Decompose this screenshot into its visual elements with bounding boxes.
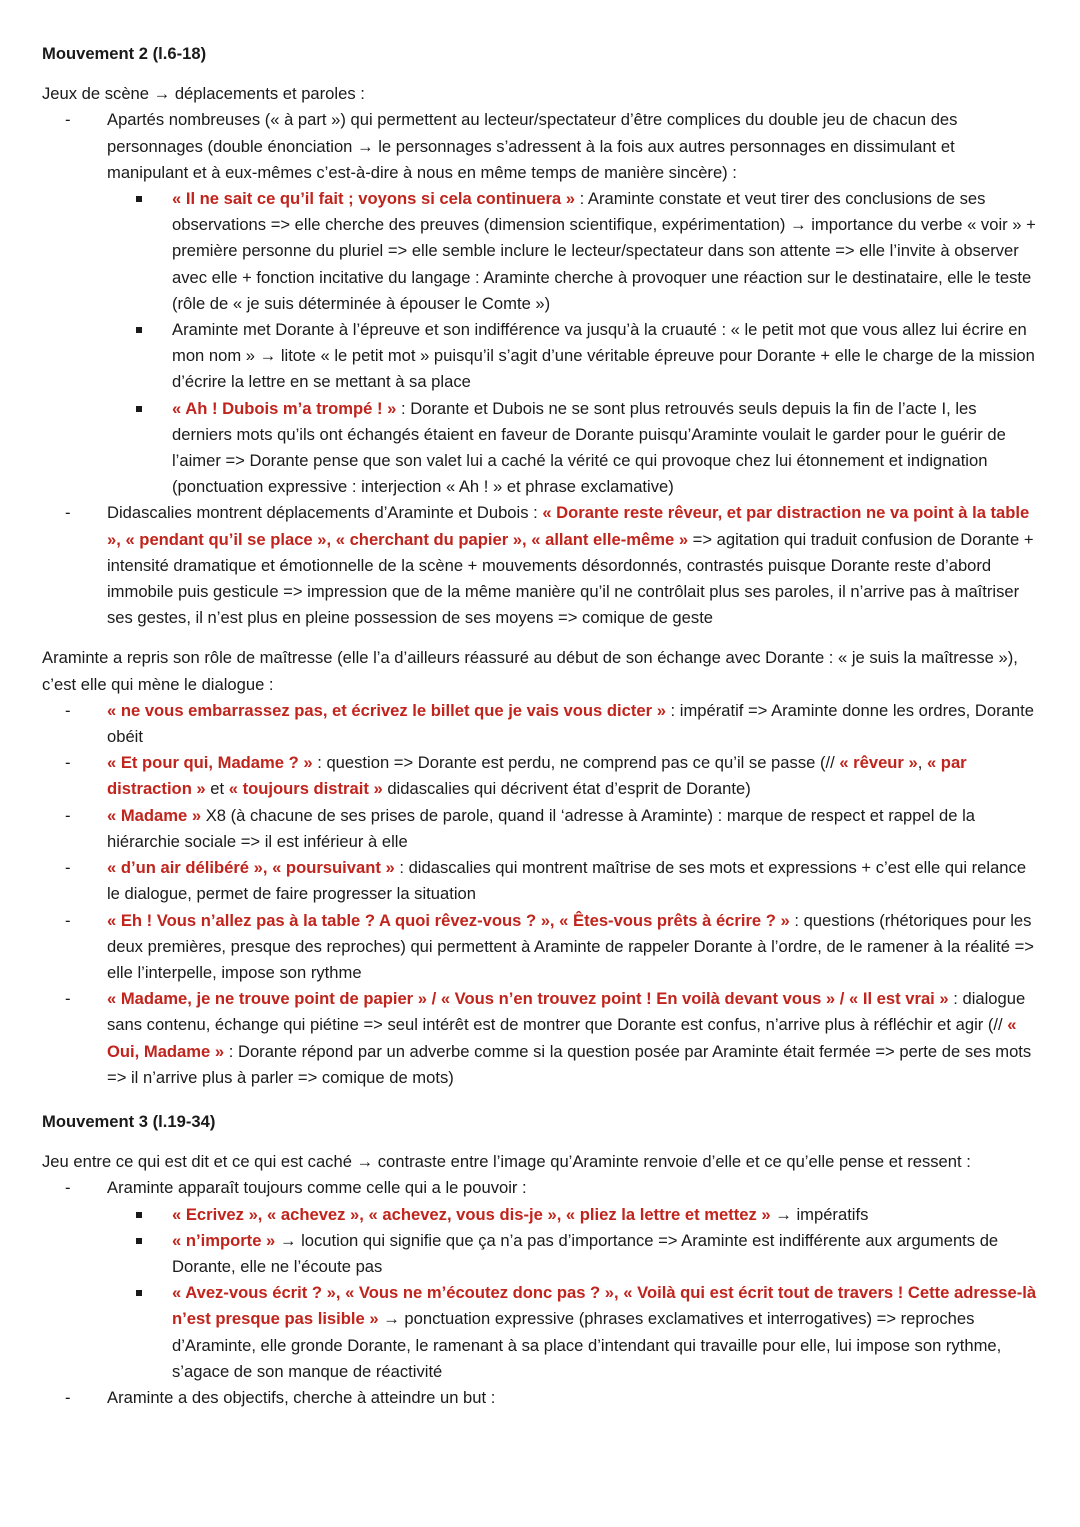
list-item-text: => agitation qui traduit confusion de Dorante + intensité dramatique et émotionnelle de la scène + mouvements désordonnés, contrastés puisque Dorante reste d’abord immobile puis gesticule => impression que de la même manière qu’il ne contrôlait plus ses paroles, il n’arrive pas à maîtriser ses gestes, il n’est plus en pleine possession de ses moyens => comique de geste [107, 529, 1034, 628]
list-item-text: : dialogue sans contenu, échange qui piétine => seul intérêt est de montrer que Dorante est confus, n’arrive plus à réfléchir et agir (// [107, 989, 1026, 1035]
quote: « d’un air délibéré » [107, 858, 263, 878]
bullet-text: : Araminte constate et veut tirer des conclusions de ses observations => elle cherche des preuves (dimension scientifique, expérimentation) → importance du verbe « voir » + première personne du pluriel => elle semble inclure le lecteur/spectateur dans son attente => elle l’invite à observer avec elle + fonction incitative du langage : Araminte cherche à provoquer une réaction sur le destinataire, elle le teste (rôle de « je suis déterminée à épouser le Comte ») [172, 189, 1036, 313]
intro-paragraph: Araminte a repris son rôle de maîtresse (elle l’a d’ailleurs réassuré au début de son échange avec Dorante : « je suis la maîtresse »), c’est elle qui mène le dialogue : [42, 648, 1018, 694]
bullet-item [172, 396, 1040, 501]
bullet-text: → locution qui signifie que ça n’a pas d’importance => Araminte est indifférente aux arguments de Dorante, elle ne l’écoute pas [172, 1230, 999, 1276]
list-item-text: Didascalies montrent déplacements d’Araminte et Dubois : [107, 503, 543, 523]
dash-list [42, 107, 1040, 631]
section-heading-mouvement-3: Mouvement 3 (l.19-34) [42, 1111, 216, 1131]
quote-separator: / [835, 989, 849, 1009]
intro-paragraph: Jeu entre ce qui est dit et ce qui est caché → contraste entre l’image qu’Araminte renvoie d’elle et ce qu’elle pense et ressent : [42, 1152, 971, 1172]
quote: « Eh ! Vous n’allez pas à la table ? A quoi rêvez-vous ? » [107, 910, 550, 930]
quote-separator: / [426, 989, 441, 1009]
bullet-item [172, 317, 1040, 396]
list-item [107, 1175, 1040, 1385]
quote: « Oui, Madame » [107, 1015, 1017, 1061]
quote: « achevez » [267, 1204, 360, 1224]
list-item-text: : impératif => Araminte donne les ordres, Dorante obéit [107, 700, 1034, 747]
quote-separator: , [257, 1204, 268, 1224]
list-item-text: et [205, 779, 229, 799]
quote: « Il ne sait ce qu’il fait ; voyons si cela continuera » [172, 189, 575, 209]
bullet-text: : Dorante et Dubois ne se sont plus retrouvés seuls depuis la fin de l’acte I, les derniers mots qu’ils ont échangés étaient en faveur de Dorante puisqu’Araminte voulait le garder pour le guérir de l’aimer => Dorante pense que son valet lui a caché la vérité ce qui provoque chez lui étonnement et indignation (ponctuation expressive : interjection « Ah ! » et phrase exclamative) [172, 398, 1006, 497]
list-item-text: didascalies qui décrivent état d’esprit de Dorante) [382, 779, 751, 799]
quote-separator: , [116, 529, 126, 549]
quote: « Voilà qui est écrit tout de travers ! Cette adresse-là n’est presque pas lisible » [172, 1283, 1037, 1329]
list-item-text: : questions (rhétoriques pour les deux premières, presque des reproches) qui permettent à Araminte de rappeler Dorante à l’ordre, de le ramener à la réalité => elle l’interpelle, impose son rythme [107, 910, 1034, 982]
list-item-text: : Dorante répond par un adverbe comme si la question posée par Araminte était fermée => perte de ses mots => il n’arrive plus à parler => comique de mots) [107, 1041, 1032, 1087]
list-item-text: Apartés nombreuses (« à part ») qui permettent au lecteur/spectateur d’être complices du double jeu de chacun des personnages (double énonciation → le personnages s’adressent à la fois aux autres personnages en dissimulant et manipulant et à eux-mêmes c’est-à-dire à nous en même temps de manière sincère) : [107, 110, 958, 182]
section-heading-mouvement-2: Mouvement 2 (l.6-18) [42, 44, 207, 63]
list-item [107, 986, 1040, 1091]
list-item [107, 855, 1040, 907]
quote: « toujours distrait » [228, 779, 383, 799]
list-item-text: Araminte apparaît toujours comme celle qui a le pouvoir : [107, 1178, 527, 1198]
bullet-item [172, 1280, 1040, 1385]
list-item [107, 1385, 1040, 1411]
list-item-text: : question => Dorante est perdu, ne comprend pas ce qu’il se passe (// [312, 753, 840, 773]
bullet-text: → impératifs [770, 1204, 869, 1224]
quote: « n’importe » [172, 1230, 276, 1250]
quote: « par distraction » [107, 753, 967, 799]
quote: « Ah ! Dubois m’a trompé ! » [172, 398, 397, 418]
quote: « allant elle-même » [531, 529, 689, 549]
dash-list [42, 698, 1040, 1091]
quote: « Madame » [107, 805, 202, 825]
quote: « achevez, vous dis-je » [368, 1204, 557, 1224]
bullet-item [172, 186, 1040, 317]
quote-separator: , [549, 910, 560, 930]
quote: « Avez-vous écrit ? » [172, 1283, 336, 1303]
intro-paragraph: Jeux de scène → déplacements et paroles : [42, 84, 365, 104]
quote: « Dorante reste rêveur, et par distraction ne va point à la table » [107, 503, 1030, 549]
list-item-text: : didascalies qui montrent maîtrise de ses mots et expressions + c’est elle qui relance le dialogue, permet de faire progresser la situation [107, 858, 1027, 904]
quote: « rêveur » [839, 753, 918, 773]
quote-separator: , [614, 1283, 624, 1303]
quote: « Vous ne m’écoutez donc pas ? » [345, 1283, 615, 1303]
bullet-item [172, 1202, 1040, 1228]
bullet-list [107, 186, 1040, 500]
bullet-list [107, 1202, 1040, 1385]
list-item [107, 750, 1040, 802]
list-item-text: Araminte a des objectifs, cherche à atteindre un but : [107, 1387, 496, 1407]
quote-separator: , [522, 529, 532, 549]
quote: « Madame, je ne trouve point de papier » [107, 989, 427, 1009]
dash-list [42, 1175, 1040, 1411]
list-item-text: X8 (à chacune de ses prises de parole, quand il ‘adresse à Araminte) : marque de respect et rappel de la hiérarchie sociale => il est inférieur à elle [107, 805, 975, 851]
quote-separator: , [359, 1204, 369, 1224]
quote: « Et pour qui, Madame ? » [107, 753, 313, 773]
quote-separator: , [556, 1204, 566, 1224]
bullet-item [172, 1228, 1040, 1280]
quote: « pliez la lettre et mettez » [565, 1204, 771, 1224]
list-item [107, 803, 1040, 855]
bullet-text: Araminte met Dorante à l’épreuve et son indifférence va jusqu’à la cruauté : « le petit mot que vous allez lui écrire en mon nom » → litote « le petit mot » puisqu’il s’agit d’une véritable épreuve pour Dorante + elle le charge de la mission d’écrire la lettre en se mettant à sa place [172, 320, 1035, 392]
list-item [107, 908, 1040, 987]
quote: « Ecrivez » [172, 1204, 258, 1224]
quote: « pendant qu’il se place » [125, 529, 327, 549]
quote: « Il est vrai » [849, 989, 949, 1009]
quote-separator: , [335, 1283, 346, 1303]
quote: « cherchant du papier » [335, 529, 523, 549]
quote: « Êtes-vous prêts à écrire ? » [559, 910, 790, 930]
list-item [107, 500, 1040, 631]
quote-separator: , [326, 529, 336, 549]
bullet-text: → ponctuation expressive (phrases exclamatives et interrogatives) => reproches d’Araminte, elle gronde Dorante, le ramenant à sa place d’intendant qui travaille pour elle, lui impose son rythme, s’agace de son manque de réactivité [172, 1309, 1002, 1381]
quote: « poursuivant » [272, 858, 395, 878]
quote: « ne vous embarrassez pas, et écrivez le billet que je vais vous dicter » [107, 700, 666, 720]
quote-separator: , [262, 858, 273, 878]
list-item [107, 698, 1040, 750]
quote: « Vous n’en trouvez point ! En voilà devant vous » [440, 989, 836, 1009]
list-item [107, 107, 1040, 500]
list-item-text: , [917, 753, 927, 773]
